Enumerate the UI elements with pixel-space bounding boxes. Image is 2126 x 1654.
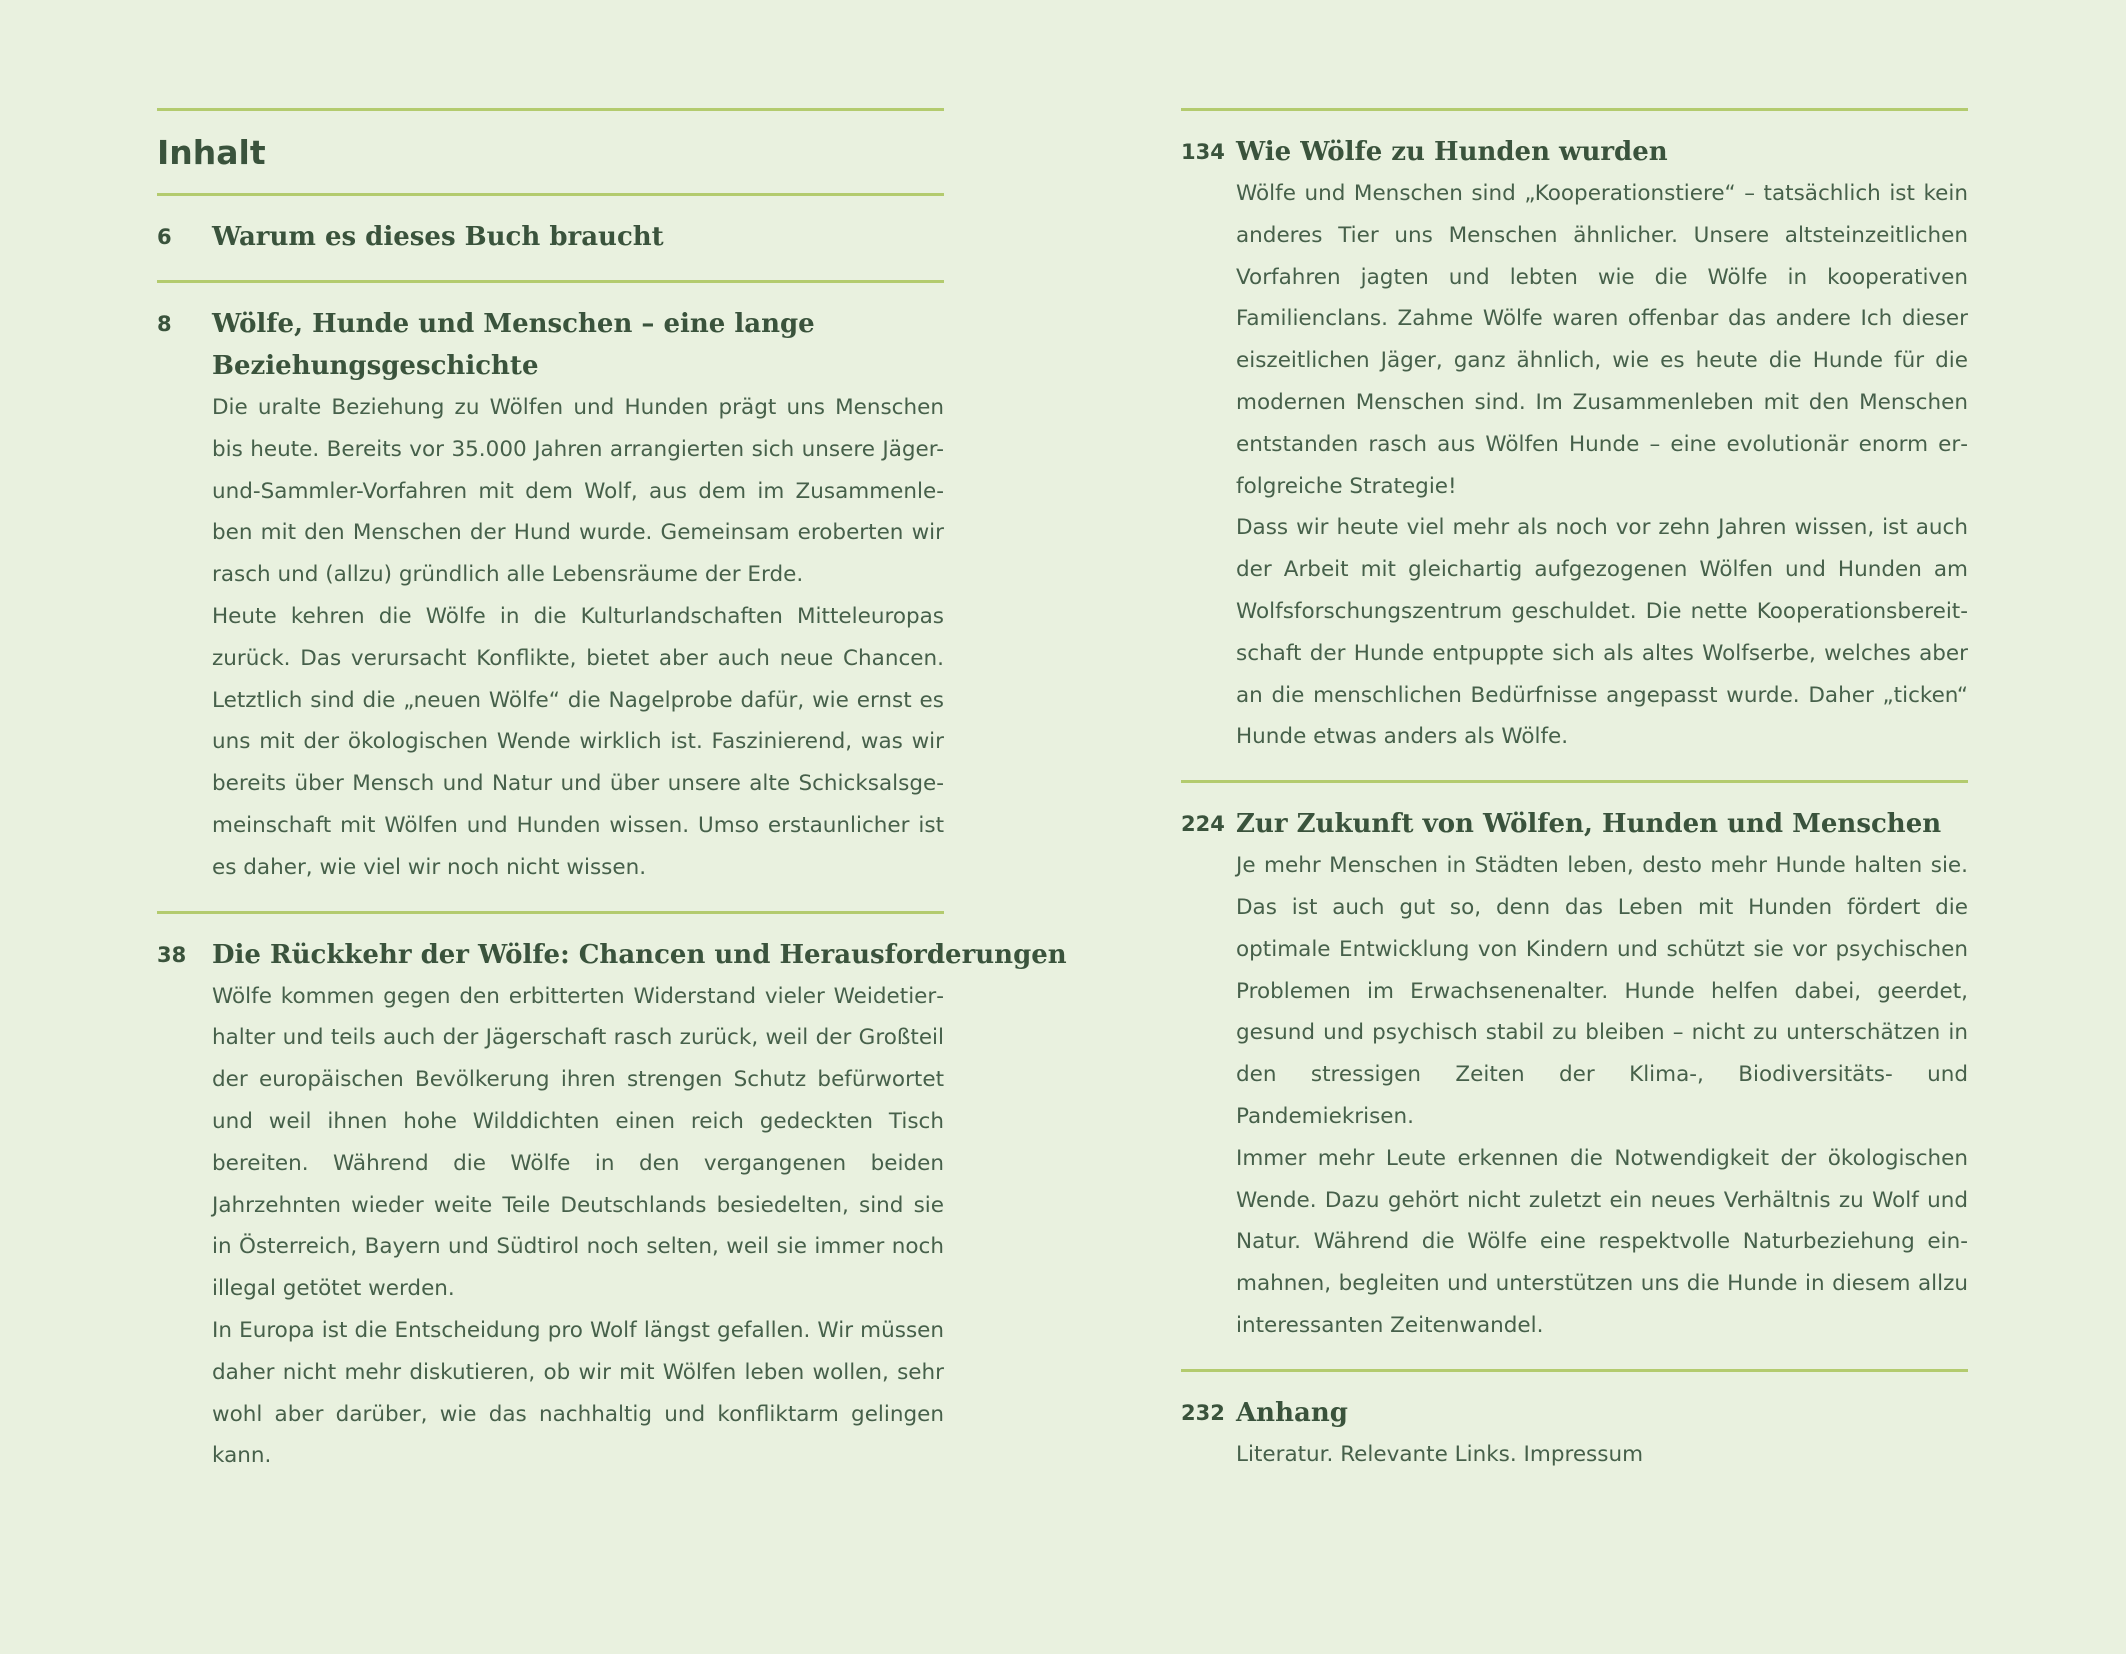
toc-left-column (157, 108, 1067, 1499)
toc-entry-232[interactable] (1181, 1372, 1968, 1498)
entry-page-number: 8 (157, 312, 172, 336)
entry-title[interactable]: Wie Wölfe zu Hunden wurden (1236, 137, 1668, 167)
entry-summary-paragraph: Die uralte Beziehung zu Wölfen und Hunden prägt uns Menschen bis heute. Bereits vor 35.000 Jahren arrangierten sich unsere Jäger- und-Sammler-Vorfahren mit dem Wolf, aus dem im Zusammenleben mit den Menschen der Hund wurde. Gemeinsam eroberten wir rasch und (allzu) gründlich alle Lebensräume der Erde. (212, 395, 944, 588)
entry-page-number: 38 (157, 942, 187, 967)
entry-page-number: 232 (1181, 1400, 1225, 1425)
entry-summary-paragraph: In Europa ist die Entscheidung pro Wolf längst gefallen. Wir müssen daher nicht mehr diskutieren, ob wir mit Wölfen leben wollen, sehr wohl aber darüber, wie das nachhaltig und konfliktarm gelingen kann. (212, 1317, 944, 1469)
toc-entry-8[interactable] (157, 283, 944, 911)
entry-page-number: 224 (1181, 812, 1225, 837)
entry-summary-paragraph: Wölfe kommen gegen den erbitterten Widerstand vieler Weidetierhalter und teils auch der Jägerschaft rasch zurück, weil der Großteil der europäischen Bevölkerung ihren strengen Schutz befürwortet und weil ihnen hohe Wilddichten einen reich gedeckten Tisch bereiten. Während die Wölfe in den vergangenen beiden Jahrzehnten wieder weite Teile Deutschlands besiedelten, sind sie in Österreich, Bayern und Südtirol noch selten, weil sie immer noch illegal getötet werden. (212, 983, 944, 1302)
toc-heading: Inhalt (157, 133, 266, 172)
entry-page-number: 134 (1181, 140, 1225, 164)
entry-title[interactable]: Wölfe, Hunde und Menschen – eine lange Beziehungsgeschichte (212, 309, 815, 381)
entry-summary-paragraph: Je mehr Menschen in Städten leben, desto mehr Hunde halten sie. Das ist auch gut so, denn das Leben mit Hunden fördert die optimale Entwicklung von Kindern und schützt sie vor psychischen Problemen im Erwachsenenalter. Hunde helfen dabei, geerdet, gesund und psychisch stabil zu bleiben – nicht zu unterschätzen in den stressigen Zeiten der Klima-, Biodiversitäts- und Pandemiekrisen. (1236, 853, 1968, 1129)
top-rule (157, 108, 944, 111)
toc-entry-224[interactable] (1181, 783, 1968, 1369)
entry-summary-paragraph: Heute kehren die Wölfe in die Kulturlandschaften Mitteleuropas zurück. Das verursacht Konflikte, bietet aber auch neue Chancen. Letztlich sind die „neuen Wölfe“ die Nagelprobe dafür, wie ernst es uns mit der ökologischen Wende wirklich ist. Faszinierend, was wir bereits über Mensch und Natur und über unsere alte Schicksalsgemeinschaft mit Wölfen und Hunden wissen. Umso erstaunlicher ist es daher, wie viel wir noch nicht wissen. (212, 603, 944, 880)
entry-title[interactable]: Die Rückkehr der Wölfe: Chancen und Herausforderungen (212, 939, 1067, 970)
entry-title[interactable]: Zur Zukunft von Wölfen, Hunden und Menschen (1236, 809, 1942, 840)
entry-summary-paragraph: Immer mehr Leute erkennen die Notwendigkeit der ökologischen Wende. Dazu gehört nicht zuletzt ein neues Verhältnis zu Wolf und Natur. Während die Wölfe eine respektvolle Naturbeziehung einmahnen, begleiten und unterstützen uns die Hunde in diesem allzu interessanten Zeitenwandel. (1236, 1145, 1968, 1338)
entry-title[interactable]: Warum es dieses Buch braucht (212, 222, 664, 252)
entry-title[interactable]: Anhang (1236, 1397, 1348, 1428)
entry-summary-paragraph: Dass wir heute viel mehr als noch vor zehn Jahren wissen, ist auch der Arbeit mit gleichartig aufgezogenen Wölfen und Hunden am Wolfsforschungszentrum geschuldet. Die nette Kooperationsbereitschaft der Hunde entpuppte sich als altes Wolfserbe, welches aber an die menschlichen Bedürfnisse angepasst wurde. Daher „ticken“ Hunde etwas anders als Wölfe. (1236, 515, 1968, 750)
entry-summary-paragraph: Wölfe und Menschen sind „Kooperationstiere“ – tatsächlich ist kein anderes Tier uns Menschen ähnlicher. Unsere altsteinzeitlichen Vorfahren jagten und lebten wie die Wölfe in kooperativen Familienclans. Zahme Wölfe waren offenbar das andere Ich dieser eiszeitlichen Jäger, ganz ähnlich, wie es heute die Hunde für die modernen Menschen sind. Im Zusammenleben mit den Menschen entstanden rasch aus Wölfen Hunde – eine evolutionär enorm erfolgreiche Strategie! (1236, 181, 1968, 499)
toc-right-column (1181, 108, 1968, 1498)
toc-entry-134[interactable] (1181, 111, 1968, 780)
toc-entry-38[interactable] (157, 914, 1067, 1500)
entry-page-number: 6 (157, 225, 172, 249)
toc-entry-6[interactable] (157, 196, 944, 280)
entry-summary-paragraph: Literatur. Relevante Links. Impressum (1236, 1441, 1644, 1467)
